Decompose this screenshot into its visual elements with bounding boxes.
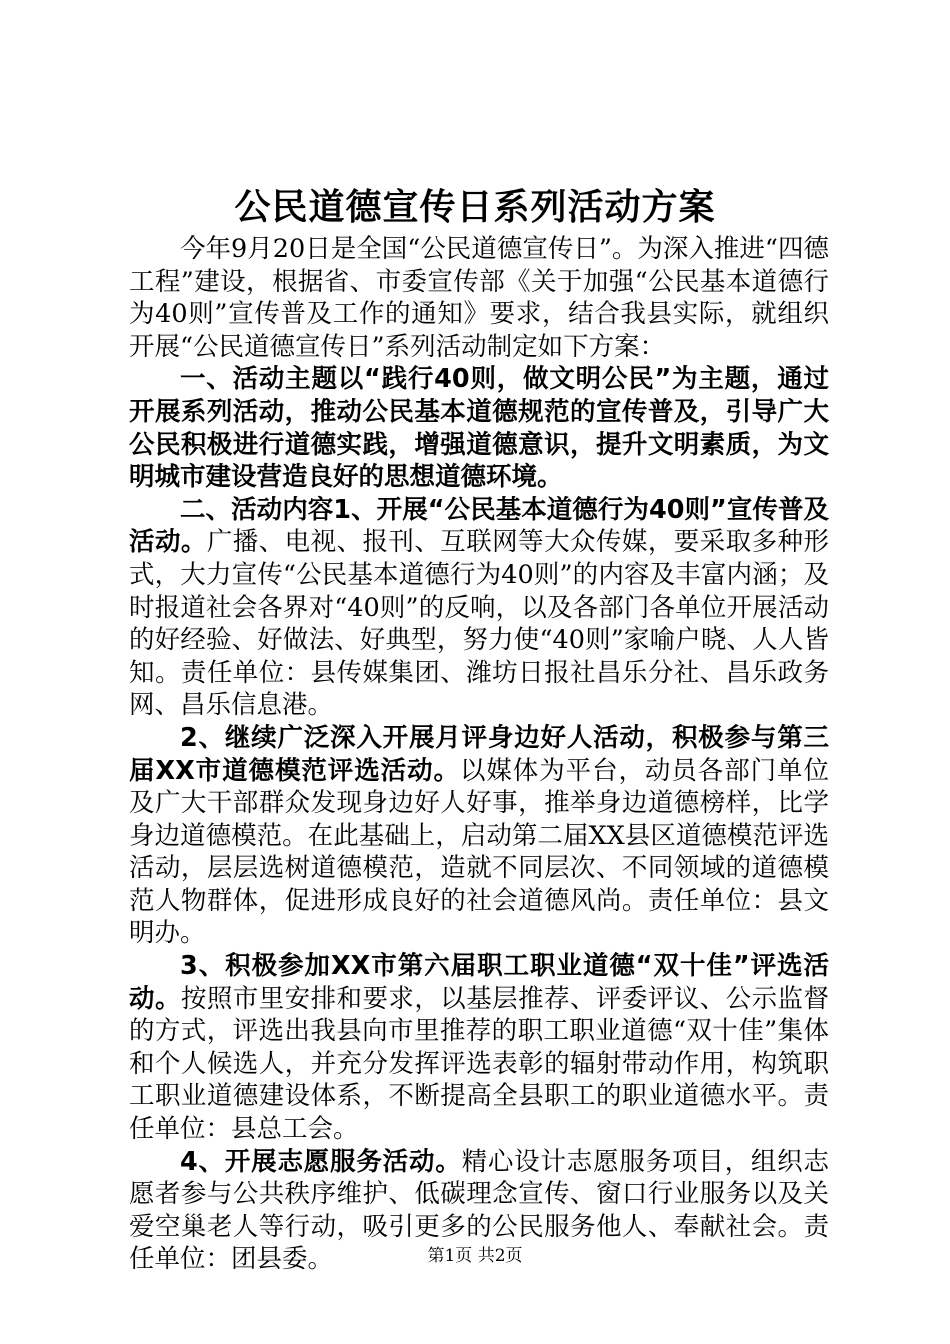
document-body xyxy=(129,233,829,1276)
page-number-footer: 第1页 共2页 xyxy=(427,1246,523,1266)
paragraph-content-3 xyxy=(129,950,829,1146)
paragraph-lead: 3、积极参加XX市第六届职工职业道德“双十佳”评选活动。 xyxy=(129,951,829,1014)
paragraph-content-2 xyxy=(129,722,829,950)
paragraph-lead: 二、活动内容1、开展“公民基本道德行为40则”宣传普及活动。 xyxy=(129,494,829,558)
document-title: 公民道德宣传日系列活动方案 xyxy=(234,187,716,228)
paragraph-text: 按照市里安排和要求，以基层推荐、评委评议、公示监督的方式，评选出我县向市里推荐的职工职业道德“双十佳”集体和个人候选人，并充分发挥评选表彰的辐射带动作用，构筑职工职业道德建设体系，不断提高全县职工的职业道德水平。责任单位：县总工会。 xyxy=(129,983,829,1145)
paragraph-text: 今年9月20日是全国“公民道德宣传日”。为深入推进“四德工程”建设，根据省、市委宣传部《关于加强“公民基本道德行为40则”宣传普及工作的通知》要求，结合我县实际，就组织开展“公民道德宣传日”系列活动制定如下方案： xyxy=(129,234,829,362)
paragraph-theme xyxy=(129,363,829,493)
paragraph-lead: 4、开展志愿服务活动。 xyxy=(180,1146,462,1177)
paragraph-text: 以媒体为平台，动员各部门单位及广大干部群众发现身边好人好事，推举身边道德榜样，比学身边道德模范。在此基础上，启动第二届XX县区道德模范评选活动，层层选树道德模范，造就不同层次、不同领域的道德模范人物群体，促进形成良好的社会道德风尚。责任单位：县文明办。 xyxy=(129,755,829,949)
paragraph-text: 精心设计志愿服务项目，组织志愿者参与公共秩序维护、低碳理念宣传、窗口行业服务以及关爱空巢老人等行动，吸引更多的公民服务他人、奉献社会。责任单位：团县委。 xyxy=(129,1146,829,1275)
paragraph-text: 广播、电视、报刊、互联网等大众传媒，要采取多种形式，大力宣传“公民基本道德行为40则”的内容及丰富内涵；及时报道社会各界对“40则”的反响，以及各部门各单位开展活动的好经验、好做法、好典型，努力使“40则”家喻户晓、人人皆知。责任单位：县传媒集团、潍坊日报社昌乐分社、昌乐政务网、昌乐信息港。 xyxy=(129,527,829,721)
paragraph-content-1 xyxy=(129,494,829,722)
paragraph-lead: 2、继续广泛深入开展月评身边好人活动，积极参与第三届XX市道德模范评选活动。 xyxy=(129,722,829,786)
paragraph-lead: 一、活动主题以“践行40则，做文明公民”为主题，通过开展系列活动，推动公民基本道德规范的宣传普及，引导广大公民积极进行道德实践，增强道德意识，提升文明素质，为文明城市建设营造良好的思想道德环境。 xyxy=(129,364,829,493)
paragraph-intro xyxy=(129,233,829,363)
